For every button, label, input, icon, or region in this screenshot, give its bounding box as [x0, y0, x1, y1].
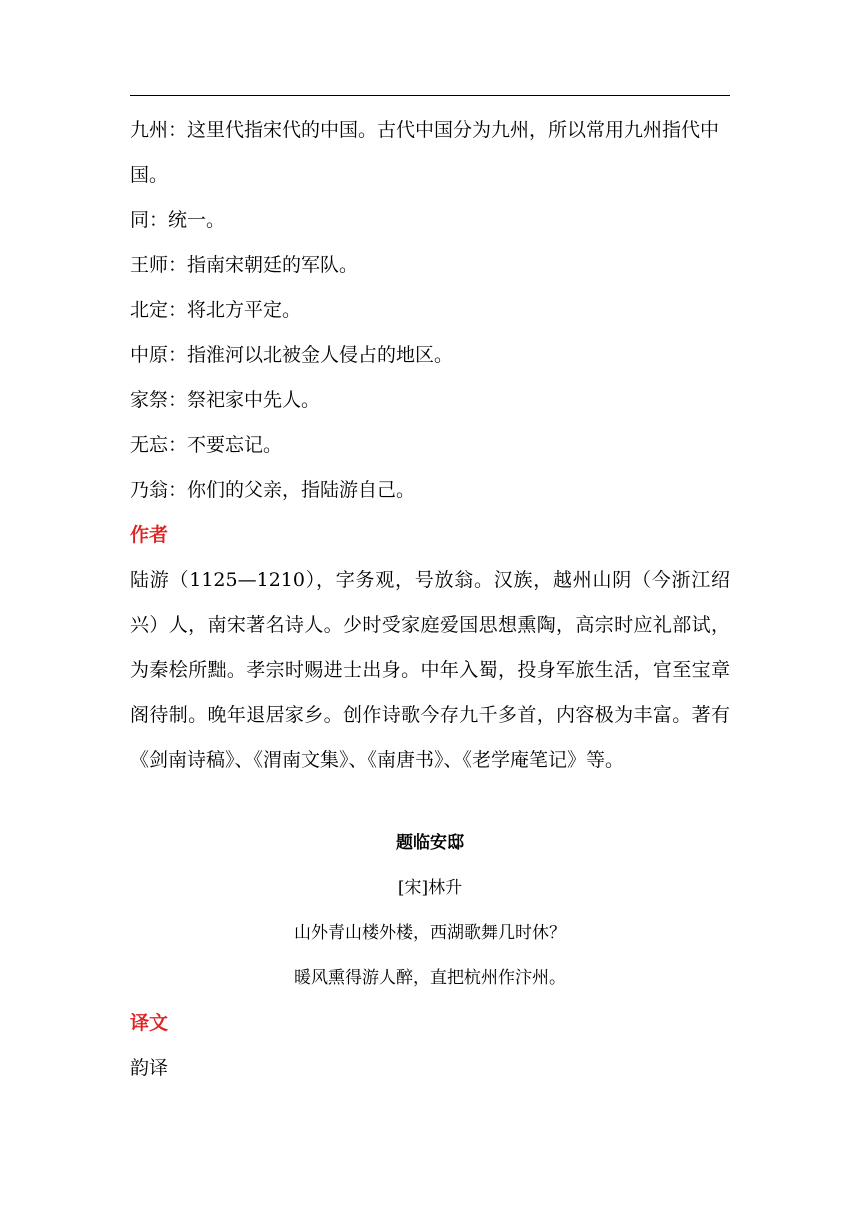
author-heading: 作者 [130, 524, 169, 546]
header-rule [130, 95, 730, 96]
translation-heading: 译文 [130, 1012, 169, 1034]
document-content [130, 108, 730, 1091]
note-wangshi: 王师：指南宋朝廷的军队。 [130, 254, 359, 276]
note-wuwang: 无忘：不要忘记。 [130, 434, 283, 456]
note-zhongyuan: 中原：指淮河以北被金人侵占的地区。 [130, 344, 454, 366]
translation-subheading: 韵译 [130, 1057, 169, 1079]
note-jiaji: 家祭：祭祀家中先人。 [130, 389, 321, 411]
poem-author: [宋]林升 [397, 878, 463, 898]
note-jiuzhou: 九州：这里代指宋代的中国。古代中国分为九州，所以常用九州指代中国。 [130, 119, 720, 186]
note-beiding: 北定：将北方平定。 [130, 299, 302, 321]
poem-block [130, 821, 730, 1001]
note-tong: 同：统一。 [130, 209, 226, 231]
poem-title: 题临安邸 [396, 833, 464, 853]
poem-line-2: 暖风熏得游人醉，直把杭州作汴州。 [294, 968, 566, 988]
poem-line-1: 山外青山楼外楼，西湖歌舞几时休？ [294, 923, 566, 943]
author-bio: 陆游（1125—1210），字务观，号放翁。汉族，越州山阴（今浙江绍兴）人，南宋著名诗人。少时受家庭爱国思想熏陶，高宗时应礼部试，为秦桧所黜。孝宗时赐进士出身。中年入蜀，投身军旅生活，官至宝章阁待制。晚年退居家乡。创作诗歌今存九千多首，内容极为丰富。著有《剑南诗稿》、《渭南文集》、《南唐书》、《老学庵笔记》等。 [130, 569, 730, 771]
note-naiweng: 乃翁：你们的父亲，指陆游自己。 [130, 479, 416, 501]
